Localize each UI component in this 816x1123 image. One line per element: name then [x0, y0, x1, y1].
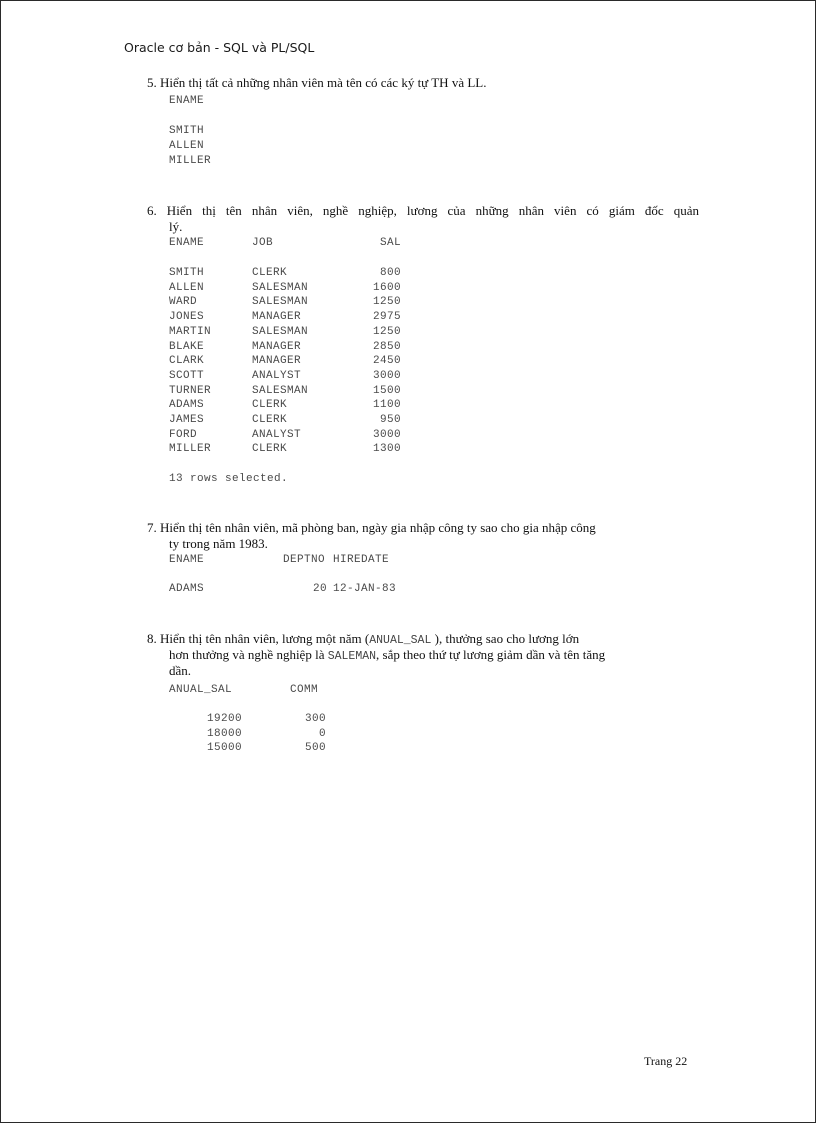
q6-cell-ename: MILLER — [169, 443, 212, 456]
q7-header-ename: ENAME — [169, 554, 205, 566]
question-8-line3: dần. — [169, 663, 192, 678]
q8-cell-comm: 500 — [304, 742, 326, 755]
question-5: 5. Hiển thị tất cả những nhân viên mà tên có các ký tự TH và LL. — [147, 75, 487, 90]
q6-cell-ename: BLAKE — [169, 340, 205, 353]
q6-cell-job: SALESMAN — [252, 296, 309, 309]
q6-cell-sal: 950 — [379, 414, 401, 426]
q6-cell-sal: 1250 — [372, 325, 401, 338]
q6-header-sal: SAL — [379, 237, 401, 249]
q6-cell-ename: ALLEN — [169, 281, 205, 294]
page-header: Oracle cơ bản - SQL và PL/SQL — [124, 40, 315, 55]
q6-cell-sal: 2450 — [372, 355, 401, 368]
q6-header-job: JOB — [252, 237, 274, 249]
question-8-line2 — [169, 647, 605, 665]
q6-cell-job: SALESMAN — [252, 384, 309, 397]
q6-cell-job: ANALYST — [252, 428, 302, 441]
q6-cell-ename: SCOTT — [169, 369, 205, 382]
q6-cell-ename: ADAMS — [169, 399, 205, 412]
q6-cell-sal: 2850 — [372, 340, 401, 353]
q8-code-anual-sal: ANUAL_SAL — [369, 634, 432, 647]
q5-result-row: MILLER — [169, 155, 212, 167]
q6-cell-ename: TURNER — [169, 384, 212, 397]
question-7-cont: ty trong năm 1983. — [169, 536, 268, 551]
q6-cell-sal: 1300 — [372, 443, 401, 456]
q6-cell-ename: JAMES — [169, 414, 205, 426]
q6-cell-sal: 2975 — [372, 311, 401, 324]
q8-header-anual-sal: ANUAL_SAL — [169, 684, 233, 696]
q8-text: , sắp theo thứ tự lương giảm dần và tên tăng — [376, 647, 606, 662]
q8-cell-anual-sal: 18000 — [206, 727, 242, 740]
q6-cell-job: MANAGER — [252, 340, 302, 353]
q6-cell-job: SALESMAN — [252, 325, 309, 338]
q6-cell-sal: 3000 — [372, 369, 401, 382]
question-7: 7. Hiển thị tên nhân viên, mã phòng ban, ngày gia nhập công ty sao cho gia nhập công — [147, 520, 596, 535]
q6-cell-ename: CLARK — [169, 355, 205, 368]
q6-cell-ename: MARTIN — [169, 325, 212, 338]
q6-rows-selected: 13 rows selected. — [169, 473, 289, 485]
q5-result-row: SMITH — [169, 125, 205, 137]
q8-text: hơn thưởng và nghề nghiệp là — [169, 647, 328, 662]
q8-cell-anual-sal: 15000 — [206, 742, 242, 755]
q6-cell-job: MANAGER — [252, 311, 302, 324]
page-number: Trang 22 — [644, 1054, 688, 1068]
q6-cell-job: SALESMAN — [252, 281, 309, 294]
q8-text: ), thưởng sao cho lương lớn — [431, 631, 580, 646]
q6-cell-job: CLERK — [252, 443, 288, 456]
q6-cell-sal: 800 — [379, 267, 401, 279]
q6-cell-sal: 1100 — [372, 399, 401, 412]
q6-cell-sal: 1250 — [372, 296, 401, 309]
q5-result-row: ALLEN — [169, 140, 205, 152]
q8-cell-comm: 300 — [304, 713, 326, 725]
q5-column-ename: ENAME — [169, 95, 205, 107]
q6-cell-ename: JONES — [169, 311, 205, 324]
q6-cell-sal: 3000 — [372, 428, 401, 441]
q6-cell-job: CLERK — [252, 399, 288, 412]
question-6: 6. Hiển thị tên nhân viên, nghề nghiệp, lương của những nhân viên có giám đốc quản — [147, 203, 699, 218]
q7-cell-deptno: 20 — [312, 583, 327, 595]
q8-text: 8. Hiển thị tên nhân viên, lương một năm ( — [147, 631, 370, 646]
q7-header-deptno: DEPTNO — [283, 554, 326, 566]
q6-cell-sal: 1600 — [372, 281, 401, 294]
q6-cell-job: MANAGER — [252, 355, 302, 368]
q6-cell-job: ANALYST — [252, 369, 302, 382]
q6-cell-sal: 1500 — [372, 384, 401, 397]
q8-cell-anual-sal: 19200 — [206, 713, 242, 725]
q6-cell-ename: FORD — [169, 428, 198, 441]
question-6-cont: lý. — [169, 219, 183, 234]
q8-code-saleman: SALEMAN — [327, 650, 377, 663]
q7-cell-hiredate: 12-JAN-83 — [333, 583, 397, 595]
q6-cell-job: CLERK — [252, 414, 288, 426]
q6-cell-job: CLERK — [252, 267, 288, 279]
q6-header-ename: ENAME — [169, 237, 205, 249]
q7-cell-ename: ADAMS — [169, 583, 205, 595]
q6-cell-ename: SMITH — [169, 267, 205, 279]
q8-cell-comm: 0 — [318, 727, 326, 740]
q8-header-comm: COMM — [290, 684, 319, 696]
q6-cell-ename: WARD — [169, 296, 198, 309]
q7-header-hiredate: HIREDATE — [333, 554, 390, 566]
